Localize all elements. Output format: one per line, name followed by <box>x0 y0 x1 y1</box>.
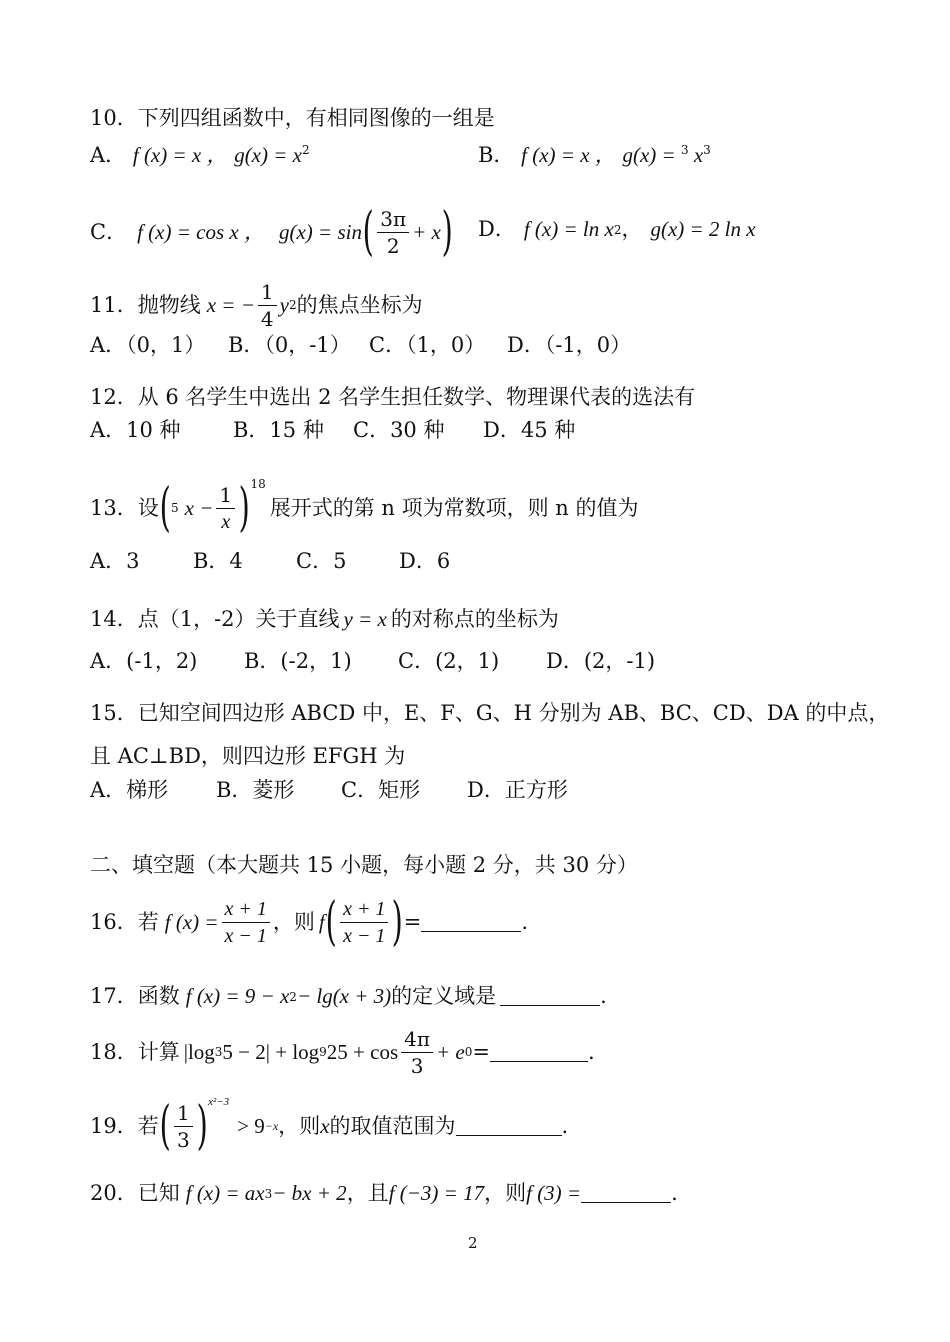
q15-option-b: B．菱形 <box>216 777 295 802</box>
q14-option-a: A．(-1，2) <box>90 648 198 673</box>
right-paren-icon: ) <box>392 892 404 952</box>
q11-num: 1 <box>258 281 277 306</box>
q10-b-label: B． <box>478 143 515 167</box>
section2-title-text: 二、填空题（本大题共 15 小题，每小题 2 分，共 30 分） <box>90 853 638 877</box>
q16-num2: x + 1 <box>340 898 388 923</box>
q20-cond: f (−3) = 17 <box>388 1181 485 1205</box>
q20-ask: f (3) = <box>526 1181 582 1205</box>
q14-stem <box>90 609 559 630</box>
q14-expr: y = x <box>343 607 387 631</box>
q20-f: f (x) = ax <box>185 1181 265 1205</box>
section2-title <box>90 855 638 876</box>
q11-lhs: x = − <box>206 292 255 317</box>
q16-eq: = <box>403 909 422 934</box>
q19-rhs: > 9 <box>237 1113 265 1138</box>
q12-option-a: A．10 种 <box>90 417 181 442</box>
q10-d-g: g(x) = 2 ln x <box>650 217 756 241</box>
q11-stem <box>90 278 423 332</box>
q14-option-b: B．(-2，1) <box>244 648 352 673</box>
left-paren-icon: ( <box>325 892 337 952</box>
q17-answer-blank[interactable] <box>500 987 600 1006</box>
q20-prefix: 20．已知 <box>90 1181 180 1205</box>
page-number: 2 <box>468 1234 478 1252</box>
q13-option-c: C．5 <box>296 548 347 573</box>
q15-line2 <box>90 746 405 767</box>
q13-stem <box>90 478 638 538</box>
q18-part3: 25 + cos <box>326 1039 399 1064</box>
q17-f: f (x) = 9 − x <box>185 984 290 1008</box>
q19-frac <box>174 1102 193 1151</box>
q10-c-g: g(x) = sin <box>278 219 362 244</box>
q20-exp: 3 <box>264 1186 273 1201</box>
q11-suffix: 的焦点坐标为 <box>296 292 423 317</box>
q11-option-c: C．（1，0） <box>369 332 486 357</box>
q11-option-a: A．（0，1） <box>90 332 206 357</box>
q13-option-d: D．6 <box>399 548 451 573</box>
q20-mid2: ，则 <box>484 1181 527 1205</box>
q13-prefix: 13．设 <box>90 495 159 520</box>
q19-stem: 19．若 ( $\frac{1}{3}$ ) $^{x^2-3}$ > 9 −x ，则 x 的取值范围为 . <box>90 1096 569 1156</box>
q18-sub1: 3 <box>214 1045 223 1059</box>
q17-prefix: 17．函数 <box>90 984 180 1008</box>
q18-part2: 5 − 2| + log <box>222 1039 320 1064</box>
q10-a-f: f (x) = x ， <box>132 143 228 167</box>
q16-stem: 16．若 f (x) = $\frac{x + 1}{x - 1}$ ，则 f ( $\frac{x + 1}{x - 1}$ ) = . <box>90 892 529 952</box>
q19-rhs-exp: −x <box>264 1119 279 1133</box>
q16-den2: x − 1 <box>343 924 386 947</box>
q18-answer-blank[interactable] <box>490 1043 588 1062</box>
q18-den: 3 <box>410 1053 424 1078</box>
q18-stem: 18．计算 |log 3 5 − 2| + log 9 25 + cos $\frac{4\pi}{3}$ + e 0 = . <box>90 1026 595 1078</box>
q16-frac2 <box>340 898 388 947</box>
q12-stem-text: 12．从 6 名学生中选出 2 名学生担任数学、物理课代表的选法有 <box>90 385 696 409</box>
q13-den: x <box>221 510 231 533</box>
q13-option-a: A．3 <box>90 548 140 573</box>
q18-frac <box>401 1028 433 1077</box>
q10-c-num: 3π <box>377 208 409 233</box>
right-paren-icon: ) <box>196 1096 208 1156</box>
q10-stem <box>90 108 495 129</box>
q15-option-c: C．矩形 <box>341 777 421 802</box>
left-paren-icon: ( <box>159 478 171 538</box>
q18-part1: |log <box>183 1039 215 1064</box>
q11-var: y <box>279 292 289 317</box>
q14-option-d: D．(2，-1) <box>546 648 656 673</box>
q10-d-sep: ， <box>621 217 643 241</box>
q15-option-a: A．梯形 <box>90 777 169 802</box>
q10-a-exp: 2 <box>302 143 310 157</box>
q13-num: 1 <box>216 484 235 509</box>
q10-option-d <box>478 219 756 240</box>
q20-stem: 20．已知 f (x) = ax 3 − bx + 2 ，且 f (−3) = 17 ，则 f (3) = . <box>90 1181 678 1205</box>
q19-answer-blank[interactable] <box>456 1117 562 1136</box>
q11-exp: 2 <box>288 298 297 312</box>
right-paren-icon: ) <box>238 478 250 538</box>
q10-b-f: f (x) = x ， <box>521 143 616 167</box>
q18-num: 4π <box>401 1028 433 1053</box>
q10-option-a <box>90 144 310 166</box>
q16-mid: ，则 <box>272 909 315 934</box>
q14-option-c: C．(2，1) <box>398 648 500 673</box>
q16-f: f (x) = <box>164 909 219 934</box>
q14-prefix: 14．点（1，-2）关于直线 <box>90 607 340 631</box>
q16-den: x − 1 <box>224 924 267 947</box>
q19-den: 3 <box>177 1127 190 1152</box>
q14-suffix: 的对称点的坐标为 <box>390 607 559 631</box>
q13-root: 5 <box>171 501 179 515</box>
q20-mid1: ，且 <box>346 1181 389 1205</box>
q12-option-c: C．30 种 <box>353 417 445 442</box>
q18-part4: + e <box>436 1039 465 1064</box>
q10-c-den: 2 <box>386 233 400 258</box>
q12-option-d: D．45 种 <box>483 417 576 442</box>
q15-line1 <box>90 703 889 724</box>
q10-option-b <box>478 144 711 166</box>
q11-option-d: D．（-1，0） <box>507 332 632 357</box>
q10-stem-text: 10．下列四组函数中，有相同图像的一组是 <box>90 106 495 130</box>
q19-prefix: 19．若 <box>90 1113 159 1138</box>
q11-option-b: B．（0，-1） <box>228 332 351 357</box>
q11-den: 4 <box>260 306 274 331</box>
q10-b-root: 3 <box>680 143 689 157</box>
q13-x: x − <box>184 495 214 520</box>
q18-eq: = <box>472 1039 491 1064</box>
q10-c-label: C． <box>90 219 128 244</box>
q18-prefix: 18．计算 <box>90 1039 180 1064</box>
q15-line2-text: 且 AC⊥BD，则四边形 EFGH 为 <box>90 744 406 768</box>
q10-c-f: f (x) = cos x ， <box>137 219 265 244</box>
q18-sub2: 9 <box>319 1045 327 1059</box>
left-paren-icon: ( <box>362 202 374 262</box>
q13-suffix: 展开式的第 n 项为常数项，则 n 的值为 <box>269 495 639 520</box>
q13-power: 18 <box>250 477 266 491</box>
q17-exp: 2 <box>289 989 297 1004</box>
q19-mid: ，则 <box>278 1113 321 1138</box>
q10-option-c <box>90 202 453 262</box>
q12-stem <box>90 387 695 408</box>
q19-suffix: 的取值范围为 <box>329 1113 456 1138</box>
q16-answer-blank[interactable] <box>421 913 521 932</box>
q19-power: x²−3 <box>208 1096 230 1108</box>
q11-frac <box>258 281 277 330</box>
q15-line1-text: 15．已知空间四边形 ABCD 中，E、F、G、H 分别为 AB、BC、CD、DA 的中点， <box>90 701 890 725</box>
q10-b-x: x <box>688 143 704 167</box>
q10-d-f: f (x) = ln x <box>523 217 614 241</box>
q10-a-g: g(x) = x <box>234 143 302 167</box>
q17-suffix: 的定义域是 <box>391 984 497 1008</box>
q16-prefix: 16．若 <box>90 909 159 934</box>
q13-option-b: B．4 <box>193 548 243 573</box>
q10-c-frac <box>377 208 409 257</box>
q10-a-label: A． <box>90 143 127 167</box>
q10-d-exp: 2 <box>613 222 622 237</box>
q10-b-g: g(x) = <box>622 143 681 167</box>
q10-b-exp: 3 <box>703 143 711 157</box>
q10-c-tail: + x <box>412 219 441 244</box>
q17-stem: 17．函数 f (x) = 9 − x 2 − lg(x + 3) 的定义域是 . <box>90 984 607 1008</box>
q19-num: 1 <box>174 1102 193 1127</box>
q20-tail: − bx + 2 <box>272 1181 347 1205</box>
q15-option-d: D．正方形 <box>467 777 568 802</box>
q16-frac <box>222 898 270 947</box>
q10-d-label: D． <box>478 217 516 241</box>
q19-var: x <box>320 1113 330 1138</box>
q16-num: x + 1 <box>222 898 270 923</box>
q17-tail: − lg(x + 3) <box>296 984 392 1008</box>
q16-f2: f <box>318 909 325 934</box>
q12-option-b: B．15 种 <box>233 417 324 442</box>
q13-frac <box>216 484 235 533</box>
right-paren-icon: ) <box>441 202 453 262</box>
left-paren-icon: ( <box>159 1096 171 1156</box>
q18-exp: 0 <box>464 1045 473 1059</box>
q11-prefix: 11．抛物线 <box>90 292 201 317</box>
q20-answer-blank[interactable] <box>581 1184 671 1203</box>
